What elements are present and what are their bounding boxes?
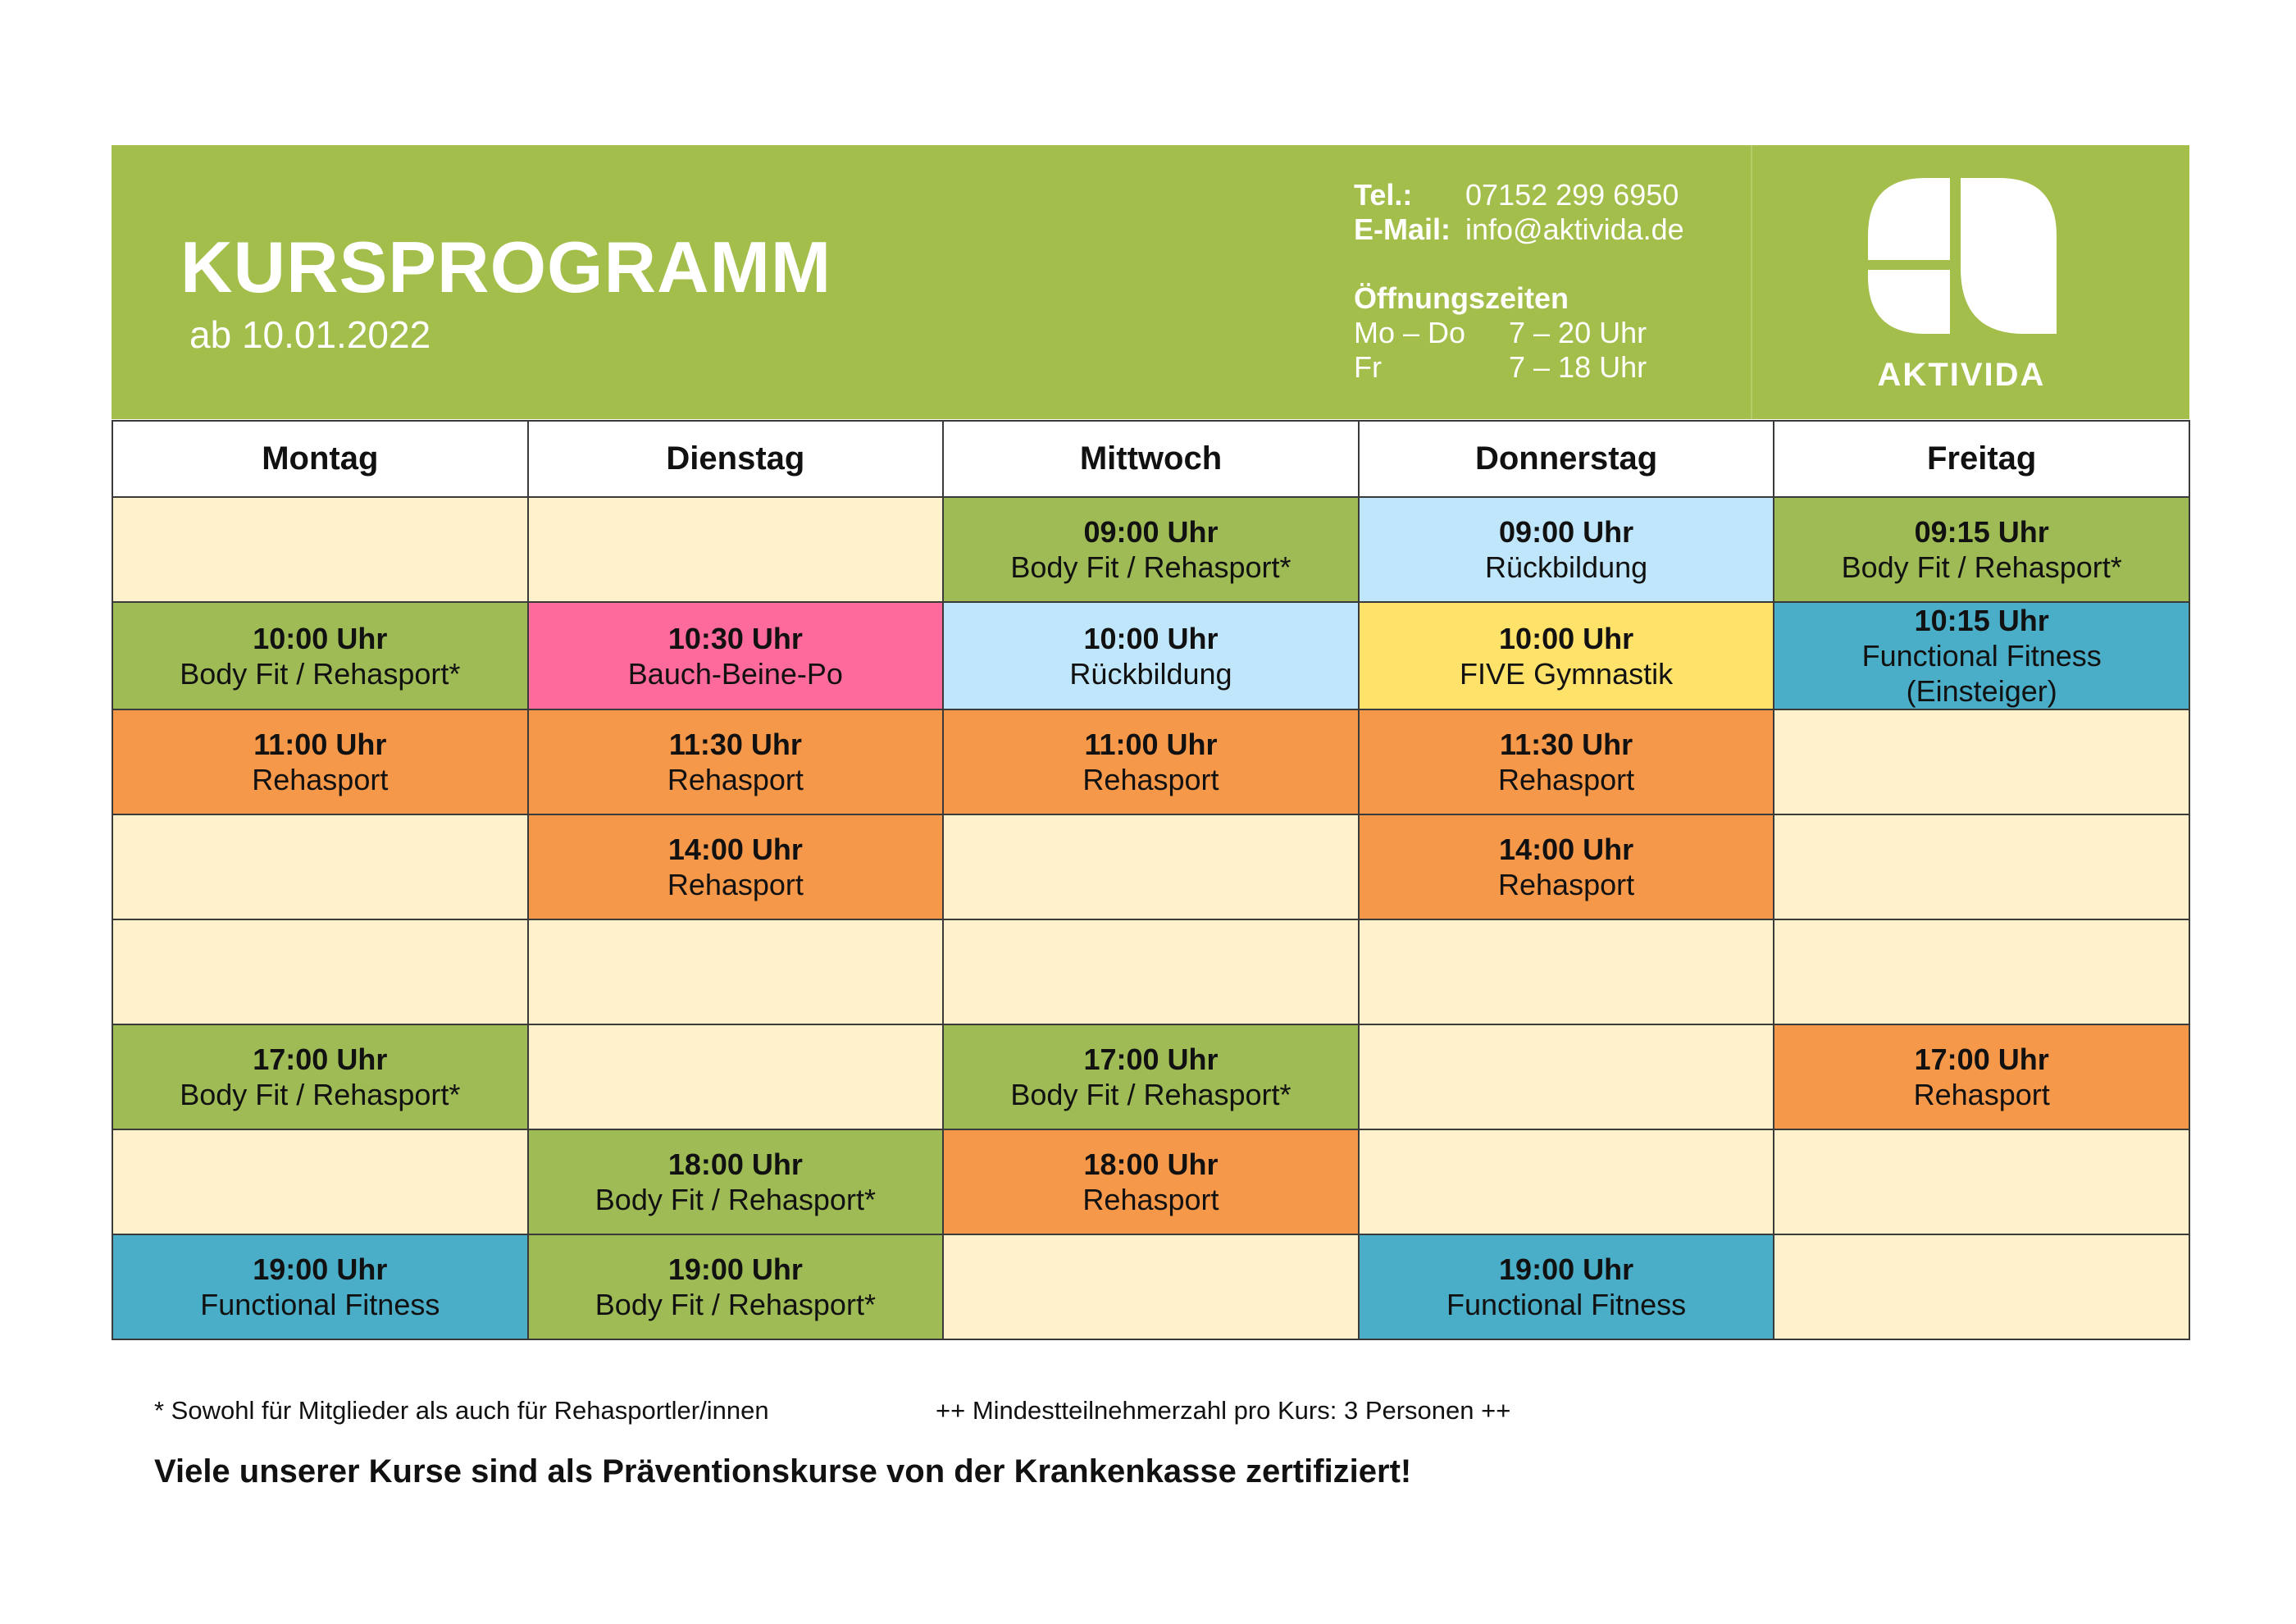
hours-time: 7 – 18 Uhr <box>1509 350 1647 384</box>
course-name: Body Fit / Rehasport* <box>180 656 461 691</box>
footnote-members: * Sowohl für Mitglieder als auch für Rehasportler/innen <box>154 1396 769 1425</box>
course-name: Body Fit / Rehasport* <box>1841 550 2122 584</box>
course-cell[interactable] <box>112 1024 528 1129</box>
course-name: FIVE Gymnastik <box>1460 656 1674 691</box>
table-row <box>112 1129 2189 1234</box>
opening-hours-title: Öffnungszeiten <box>1354 281 1569 315</box>
course-name: Rückbildung <box>1485 550 1648 584</box>
weekday-header-row <box>112 421 2189 497</box>
course-time: 19:00 Uhr <box>667 1252 803 1286</box>
empty-cell <box>1359 1024 1774 1129</box>
course-cell[interactable] <box>112 709 528 814</box>
day-header-dienstag: Dienstag <box>528 421 944 497</box>
day-header-freitag: Freitag <box>1774 421 2189 497</box>
email-row <box>1354 212 1684 247</box>
course-time: 14:00 Uhr <box>1499 833 1634 866</box>
header-banner <box>112 145 2189 419</box>
day-header-donnerstag: Donnerstag <box>1359 421 1774 497</box>
course-time: 18:00 Uhr <box>1083 1147 1219 1181</box>
table-row <box>112 1024 2189 1129</box>
contact-info <box>1354 178 1684 385</box>
empty-cell <box>1774 709 2189 814</box>
course-name: Rehasport <box>1082 1183 1219 1216</box>
course-cell[interactable] <box>1359 1234 1774 1339</box>
empty-cell <box>1774 814 2189 919</box>
course-name: Body Fit / Rehasport* <box>594 1288 876 1321</box>
brand-name: AKTIVIDA <box>1877 357 2046 393</box>
course-name: Body Fit / Rehasport* <box>1010 550 1292 584</box>
course-time: 19:00 Uhr <box>253 1252 388 1286</box>
empty-cell <box>112 1129 528 1234</box>
course-cell[interactable] <box>528 1129 944 1234</box>
course-time: 11:30 Uhr <box>1500 728 1633 761</box>
course-time: 17:00 Uhr <box>1083 1042 1219 1076</box>
empty-cell <box>112 497 528 602</box>
course-cell[interactable] <box>1359 497 1774 602</box>
course-time: 17:00 Uhr <box>1914 1042 2049 1076</box>
hours-row-fr <box>1354 350 1684 385</box>
table-row <box>112 919 2189 1024</box>
course-cell[interactable] <box>943 602 1359 709</box>
course-time: 09:15 Uhr <box>1914 515 2049 549</box>
course-cell[interactable] <box>528 1234 944 1339</box>
empty-cell <box>1774 1129 2189 1234</box>
course-time: 10:00 Uhr <box>1083 621 1219 655</box>
certification-note: Viele unserer Kurse sind als Präventionskurse von der Krankenkasse zertifiziert! <box>154 1453 1412 1489</box>
course-cell[interactable] <box>943 1024 1359 1129</box>
course-time: 19:00 Uhr <box>1499 1252 1634 1286</box>
empty-cell <box>528 1024 944 1129</box>
valid-from-date: ab 10.01.2022 <box>189 313 431 356</box>
page-title: KURSPROGRAMM <box>180 226 832 308</box>
course-name: Rehasport <box>667 763 804 796</box>
course-name: Body Fit / Rehasport* <box>180 1078 461 1111</box>
course-cell[interactable] <box>1359 814 1774 919</box>
course-time: 11:00 Uhr <box>253 728 387 761</box>
course-level: (Einsteiger) <box>1906 674 2057 708</box>
phone-label: Tel.: <box>1354 178 1413 212</box>
course-name: Bauch-Beine-Po <box>627 656 843 691</box>
course-schedule-table <box>112 420 2190 1340</box>
empty-cell <box>1359 919 1774 1024</box>
table-row <box>112 497 2189 602</box>
table-row <box>112 814 2189 919</box>
course-name: Rehasport <box>252 763 389 796</box>
course-name: Rehasport <box>1913 1078 2050 1111</box>
table-row <box>112 709 2189 814</box>
course-cell[interactable] <box>1774 602 2189 709</box>
empty-cell <box>1774 919 2189 1024</box>
course-name: Rehasport <box>1498 868 1635 901</box>
phone-number[interactable]: 07152 299 6950 <box>1465 178 1679 212</box>
empty-cell <box>528 497 944 602</box>
day-header-montag: Montag <box>112 421 528 497</box>
course-time: 10:15 Uhr <box>1914 604 2049 637</box>
empty-cell <box>112 919 528 1024</box>
course-cell[interactable] <box>1774 497 2189 602</box>
course-name: Body Fit / Rehasport* <box>594 1183 876 1216</box>
course-cell[interactable] <box>1774 1024 2189 1129</box>
course-time: 09:00 Uhr <box>1499 515 1634 549</box>
course-name: Rückbildung <box>1069 656 1232 691</box>
course-cell[interactable] <box>1359 709 1774 814</box>
course-name: Functional Fitness <box>1861 639 2102 673</box>
course-cell[interactable] <box>112 602 528 709</box>
empty-cell <box>943 814 1359 919</box>
course-cell[interactable] <box>943 497 1359 602</box>
table-row <box>112 1234 2189 1339</box>
course-cell[interactable] <box>1359 602 1774 709</box>
footnote-min-participants: ++ Mindestteilnehmerzahl pro Kurs: 3 Personen ++ <box>936 1396 1511 1425</box>
course-time: 18:00 Uhr <box>667 1147 803 1181</box>
empty-cell <box>1774 1234 2189 1339</box>
course-time: 14:00 Uhr <box>667 833 803 866</box>
table-row <box>112 602 2189 709</box>
course-name: Rehasport <box>667 868 804 901</box>
email-label: E-Mail: <box>1354 212 1451 246</box>
course-name: Functional Fitness <box>1446 1288 1687 1321</box>
course-cell[interactable] <box>943 709 1359 814</box>
course-name: Functional Fitness <box>200 1288 440 1321</box>
hours-days: Fr <box>1354 350 1382 384</box>
empty-cell <box>1359 1129 1774 1234</box>
course-time: 10:00 Uhr <box>253 621 388 655</box>
course-time: 10:00 Uhr <box>1499 621 1634 655</box>
course-time: 11:00 Uhr <box>1084 728 1218 761</box>
day-header-mittwoch: Mittwoch <box>943 421 1359 497</box>
aktivida-logo-icon <box>1868 178 2057 334</box>
header-divider <box>1751 145 1752 419</box>
course-cell[interactable] <box>943 1129 1359 1234</box>
empty-cell <box>943 919 1359 1024</box>
hours-days: Mo – Do <box>1354 316 1466 349</box>
course-name: Body Fit / Rehasport* <box>1010 1078 1292 1111</box>
course-cell[interactable] <box>112 1234 528 1339</box>
course-time: 10:30 Uhr <box>667 621 803 655</box>
course-cell[interactable] <box>528 602 944 709</box>
empty-cell <box>943 1234 1359 1339</box>
hours-row-mo-do <box>1354 316 1684 350</box>
course-cell[interactable] <box>528 709 944 814</box>
course-time: 11:30 Uhr <box>668 728 802 761</box>
course-name: Rehasport <box>1082 763 1219 796</box>
course-time: 09:00 Uhr <box>1083 515 1219 549</box>
empty-cell <box>112 814 528 919</box>
course-name: Rehasport <box>1498 763 1635 796</box>
empty-cell <box>528 919 944 1024</box>
hours-time: 7 – 20 Uhr <box>1509 316 1647 349</box>
phone-row <box>1354 178 1684 212</box>
course-cell[interactable] <box>528 814 944 919</box>
email-address[interactable]: info@aktivida.de <box>1465 212 1684 246</box>
course-time: 17:00 Uhr <box>253 1042 388 1076</box>
